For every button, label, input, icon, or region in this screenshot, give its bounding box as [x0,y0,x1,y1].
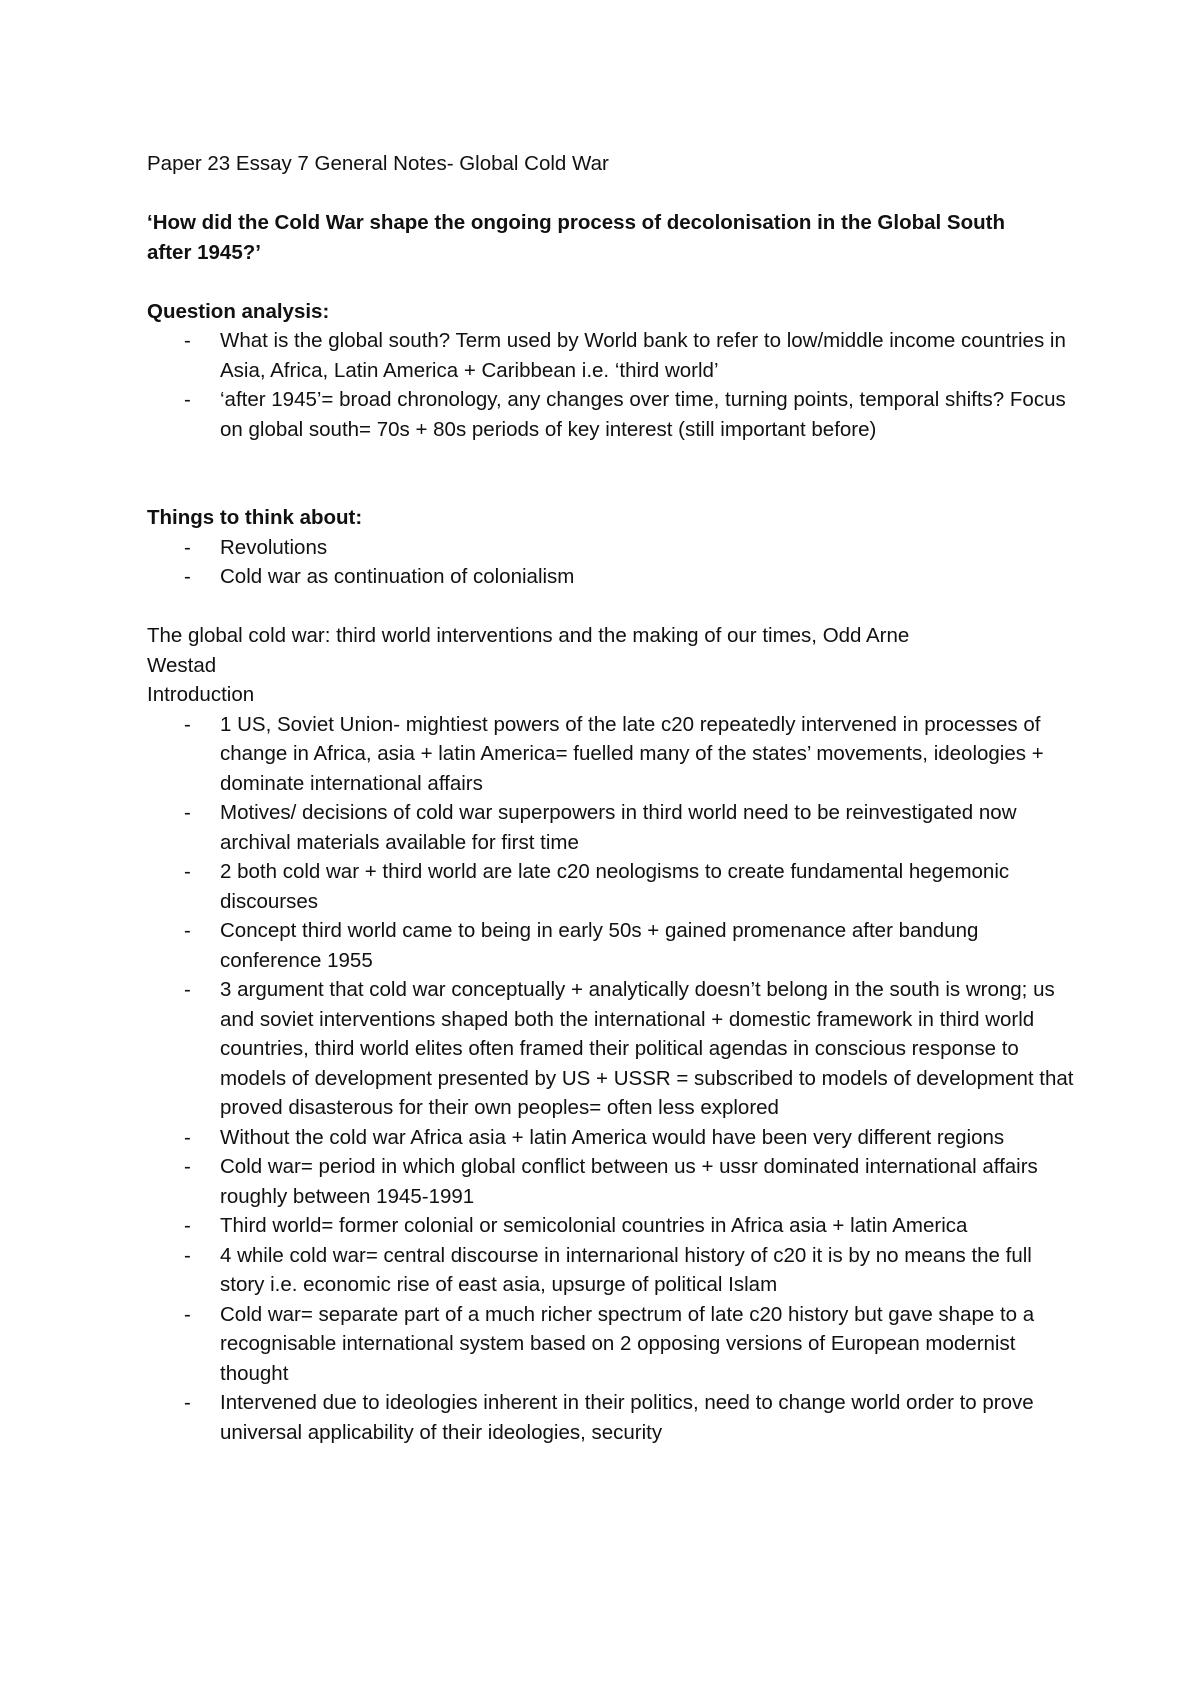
list-item-text: Cold war= separate part of a much richer spectrum of late c20 history but gave shape to a recognisable international system based on 2 opposing versions of European modernist thought [220,1302,1035,1385]
list-item-text: 1 US, Soviet Union- mightiest powers of the late c20 repeatedly intervened in processes of change in Africa, asia + latin America= fuelled many of the states’ movements, ideologies + dominate international affairs [220,712,1044,795]
question-analysis-heading: Question analysis: [147,299,330,323]
spacer [147,179,1077,209]
dash-bullet: - [184,1243,191,1267]
question-analysis-list [147,326,1077,444]
list-item-text: 2 both cold war + third world are late c20 neologisms to create fundamental hegemonic discourses [220,860,1010,913]
spacer [147,444,1077,503]
introduction-list [147,710,1077,1448]
things-to-think-heading: Things to think about: [147,506,363,529]
book-title-line-1: The global cold war: third world interventions and the making of our times, Odd Arne [147,624,910,647]
dash-bullet: - [184,565,191,588]
dash-bullet: - [184,329,191,352]
list-item-text: Third world= former colonial or semicolonial countries in Africa asia + latin America [220,1214,968,1237]
dash-bullet: - [184,712,191,736]
list-item-text: ‘after 1945’= broad chronology, any changes over time, turning points, temporal shifts? Focus on global south= 70s + 80s periods of key interest (still important before) [220,388,1066,441]
list-item-text: Cold war= period in which global conflict between us + ussr dominated international affairs roughly between 1945-1991 [220,1155,1038,1208]
list-item-text: 3 argument that cold war conceptually + analytically doesn’t belong in the south is wrong; us and soviet interventions shaped both the international + domestic framework in third world countries, third world elites often framed their political agendas in conscious response to models of development presented by US + USSR = subscribed to models of development that proved disasterous for their own peoples= often less explored [220,978,1074,1119]
things-to-think-list [147,533,1077,592]
spacer [147,267,1077,297]
list-item [147,975,1077,1123]
list-item [147,857,1077,916]
list-item-text: Without the cold war Africa asia + latin America would have been very different regions [220,1125,1005,1149]
list-item-text: 4 while cold war= central discourse in internarional history of c20 it is by no means the full story i.e. economic rise of east asia, upsurge of political Islam [220,1243,1032,1296]
list-item [147,1300,1077,1389]
list-item-text: Cold war as continuation of colonialism [220,565,575,588]
list-item-text: Intervened due to ideologies inherent in their politics, need to change world order to prove universal applicability of their ideologies, security [220,1391,1034,1444]
list-item [147,326,1077,385]
list-item [147,1388,1077,1447]
dash-bullet: - [184,1391,191,1414]
list-item [147,916,1077,975]
essay-question-line-1: ‘How did the Cold War shape the ongoing process of decolonisation in the Global South [147,211,1005,234]
list-item-text: Motives/ decisions of cold war superpowers in third world need to be reinvestigated now archival materials available for first time [220,801,1017,854]
dash-bullet: - [184,535,191,559]
dash-bullet: - [184,1302,191,1326]
document-title: Paper 23 Essay 7 General Notes- Global Cold War [147,152,609,175]
book-title-line-2: Westad [147,653,217,677]
dash-bullet: - [184,919,191,942]
dash-bullet: - [184,388,191,411]
dash-bullet: - [184,978,191,1001]
essay-question-line-2: after 1945?’ [147,240,261,264]
dash-bullet: - [184,860,191,883]
dash-bullet: - [184,1214,191,1237]
list-item [147,798,1077,857]
introduction-heading: Introduction [147,683,255,706]
list-item [147,1123,1077,1153]
dash-bullet: - [184,801,191,824]
list-item [147,385,1077,444]
list-item [147,1241,1077,1300]
list-item [147,562,1077,592]
list-item [147,533,1077,563]
document-body [147,149,1077,1447]
list-item-text: Revolutions [220,535,328,559]
list-item [147,1211,1077,1241]
dash-bullet: - [184,1155,191,1178]
dash-bullet: - [184,1125,191,1149]
list-item [147,1152,1077,1211]
spacer [147,592,1077,622]
list-item-text: Concept third world came to being in early 50s + gained promenance after bandung conference 1955 [220,919,979,972]
list-item [147,710,1077,799]
list-item-text: What is the global south? Term used by World bank to refer to low/middle income countries in Asia, Africa, Latin America + Caribbean i.e. ‘third world’ [220,329,1066,382]
